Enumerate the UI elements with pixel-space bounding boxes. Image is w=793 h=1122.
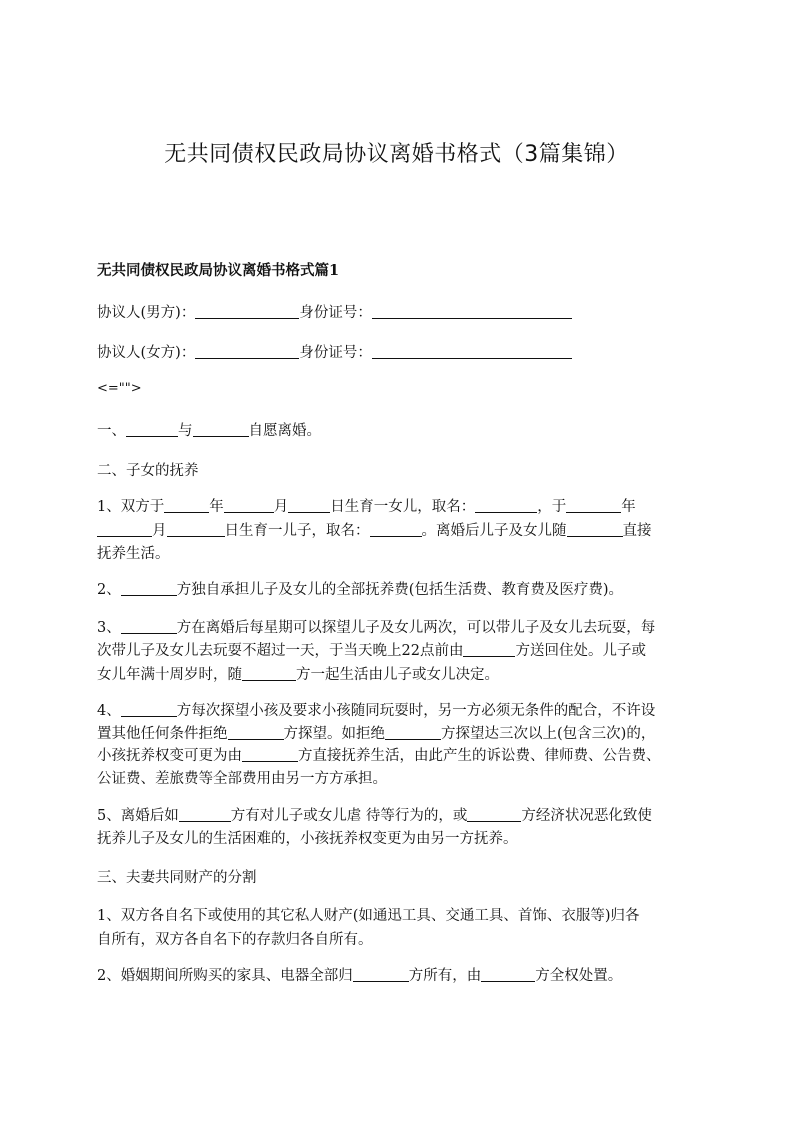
p21-blank-son-name bbox=[370, 521, 422, 537]
p25-l1-c: 方经济状况恶化致使 bbox=[521, 808, 652, 824]
party-male-name-blank bbox=[195, 303, 299, 319]
p32-b: 方所有，由 bbox=[408, 968, 482, 984]
clause-one-start: 一、 bbox=[97, 423, 126, 439]
p24-blank-1 bbox=[121, 701, 177, 717]
p21-month: 月 bbox=[273, 499, 289, 515]
party-male-label: 协议人(男方)： bbox=[97, 305, 196, 321]
party-female-line bbox=[97, 342, 707, 365]
p25-l1-a: 5、离婚后如 bbox=[97, 808, 179, 824]
p24-l2-b: 方探望。如拒绝 bbox=[283, 726, 385, 742]
p24-blank-4 bbox=[242, 746, 298, 762]
party-female-id-blank bbox=[372, 343, 572, 359]
p25-line-1 bbox=[97, 805, 707, 828]
p21-direct: 直接 bbox=[622, 523, 652, 539]
p22-end: 方独自承担儿子及女儿的全部抚养费(包括生活费、教育费及医疗费)。 bbox=[176, 582, 624, 598]
p21-after-divorce: 。离婚后儿子及女儿随 bbox=[421, 523, 567, 539]
p31-line-2: 自所有，双方各自名下的存款归各自所有。 bbox=[97, 932, 373, 948]
p24-blank-3 bbox=[385, 724, 441, 740]
p32-a: 2、婚姻期间所购买的家具、电器全部归 bbox=[97, 968, 353, 984]
p24-line-1 bbox=[97, 700, 707, 723]
p21-month2: 月 bbox=[152, 523, 167, 539]
party-female-id-label: 身份证号： bbox=[299, 345, 372, 361]
p24-blank-2 bbox=[228, 724, 284, 740]
p24-l1-end: 方每次探望小孩及要求小孩随同玩耍时，另一方必须无条件的配合，不许设 bbox=[176, 703, 656, 719]
heading-two: 二、子女的抚养 bbox=[97, 463, 199, 479]
p24-l3-a: 小孩抚养权变可更为由 bbox=[97, 748, 242, 764]
p21-line-2 bbox=[97, 520, 707, 543]
p21-text-a: 1、双方于 bbox=[97, 499, 165, 515]
clause-one-end: 自愿离婚。 bbox=[248, 423, 321, 439]
p21-blank-custodian bbox=[567, 521, 623, 537]
section-heading: 无共同债权民政局协议离婚书格式篇1 bbox=[97, 262, 340, 279]
party-male-id-label: 身份证号： bbox=[299, 305, 372, 321]
p21-line-1 bbox=[97, 496, 707, 519]
clause-one bbox=[97, 420, 707, 443]
p31-line-1: 1、双方各自名下或使用的其它私人财产(如通迅工具、交通工具、首饰、衣服等)归各 bbox=[97, 908, 640, 924]
party-female-name-blank bbox=[195, 343, 299, 359]
p23-blank-3 bbox=[242, 665, 296, 681]
p32-blank-1 bbox=[353, 966, 409, 982]
p24-l2-c: 方探望达三次以上(包含三次)的， bbox=[441, 726, 656, 742]
p22-start: 2、 bbox=[97, 582, 121, 598]
party-female-label: 协议人(女方)： bbox=[97, 345, 196, 361]
document-title: 无共同债权民政局协议离婚书格式（3篇集锦） bbox=[164, 142, 629, 167]
p21-line-3: 抚养生活。 bbox=[97, 546, 170, 562]
p25-blank-1 bbox=[179, 806, 231, 822]
p23-blank-2 bbox=[463, 641, 515, 657]
p21-year2: 年 bbox=[621, 499, 636, 515]
p21-blank-daughter-name bbox=[475, 497, 537, 513]
p32-line bbox=[97, 965, 707, 988]
p32-blank-2 bbox=[481, 966, 535, 982]
p21-blank-month bbox=[224, 497, 274, 513]
p22-blank bbox=[121, 580, 177, 596]
clause-one-blank-1 bbox=[126, 421, 178, 437]
p21-comma-yu: ，于 bbox=[537, 499, 567, 515]
heading-three: 三、夫妻共同财产的分割 bbox=[97, 870, 257, 886]
p24-line-2 bbox=[97, 723, 707, 746]
p23-l3-b: 方一起生活由儿子或女儿决定。 bbox=[296, 667, 499, 683]
p25-line-2: 抚养儿子及女儿的生活困难的，小孩抚养权变更为由另一方抚养。 bbox=[97, 831, 518, 847]
p23-line-3 bbox=[97, 664, 707, 687]
p32-c: 方全权处置。 bbox=[535, 968, 623, 984]
p25-blank-2 bbox=[467, 806, 521, 822]
p23-l2-b: 方送回住处。儿子或 bbox=[515, 643, 646, 659]
p24-line-4: 公证费、差旅费等全部费用由另一方方承担。 bbox=[97, 771, 387, 787]
p21-blank-year bbox=[164, 497, 209, 513]
p21-born-daughter: 日生育一女儿，取名： bbox=[330, 499, 476, 515]
p24-line-3 bbox=[97, 745, 707, 768]
party-male-id-blank bbox=[372, 303, 572, 319]
party-male-line bbox=[97, 302, 707, 325]
p24-l2-a: 置其他任何条件拒绝 bbox=[97, 726, 228, 742]
p21-blank-day bbox=[288, 497, 330, 513]
clause-one-blank-2 bbox=[193, 421, 249, 437]
stray-markup-text: <=""> bbox=[97, 381, 142, 396]
p21-blank-year2 bbox=[566, 497, 621, 513]
p23-line-1 bbox=[97, 617, 707, 640]
p22-line bbox=[97, 579, 707, 602]
p23-start: 3、 bbox=[97, 620, 121, 636]
p21-born-son: 日生育一儿子，取名： bbox=[224, 523, 370, 539]
p21-year: 年 bbox=[209, 499, 224, 515]
p21-blank-month2 bbox=[97, 521, 152, 537]
p23-line-2 bbox=[97, 640, 707, 663]
p23-l1-end: 方在离婚后每星期可以探望儿子及女儿两次，可以带儿子及女儿去玩耍，每 bbox=[176, 620, 656, 636]
p24-l3-b: 方直接抚养生活，由此产生的诉讼费、律师费、公告费、 bbox=[298, 748, 661, 764]
p21-blank-day2 bbox=[167, 521, 225, 537]
clause-one-with: 与 bbox=[178, 423, 193, 439]
p24-start: 4、 bbox=[97, 703, 121, 719]
p25-l1-b: 方有对儿子或女儿虐 待等行为的，或 bbox=[230, 808, 468, 824]
p23-l3-a: 女儿年满十周岁时，随 bbox=[97, 667, 242, 683]
p23-l2-a: 次带儿子及女儿去玩耍不超过一天，于当天晚上22点前由 bbox=[97, 643, 464, 659]
p23-blank-1 bbox=[121, 618, 177, 634]
